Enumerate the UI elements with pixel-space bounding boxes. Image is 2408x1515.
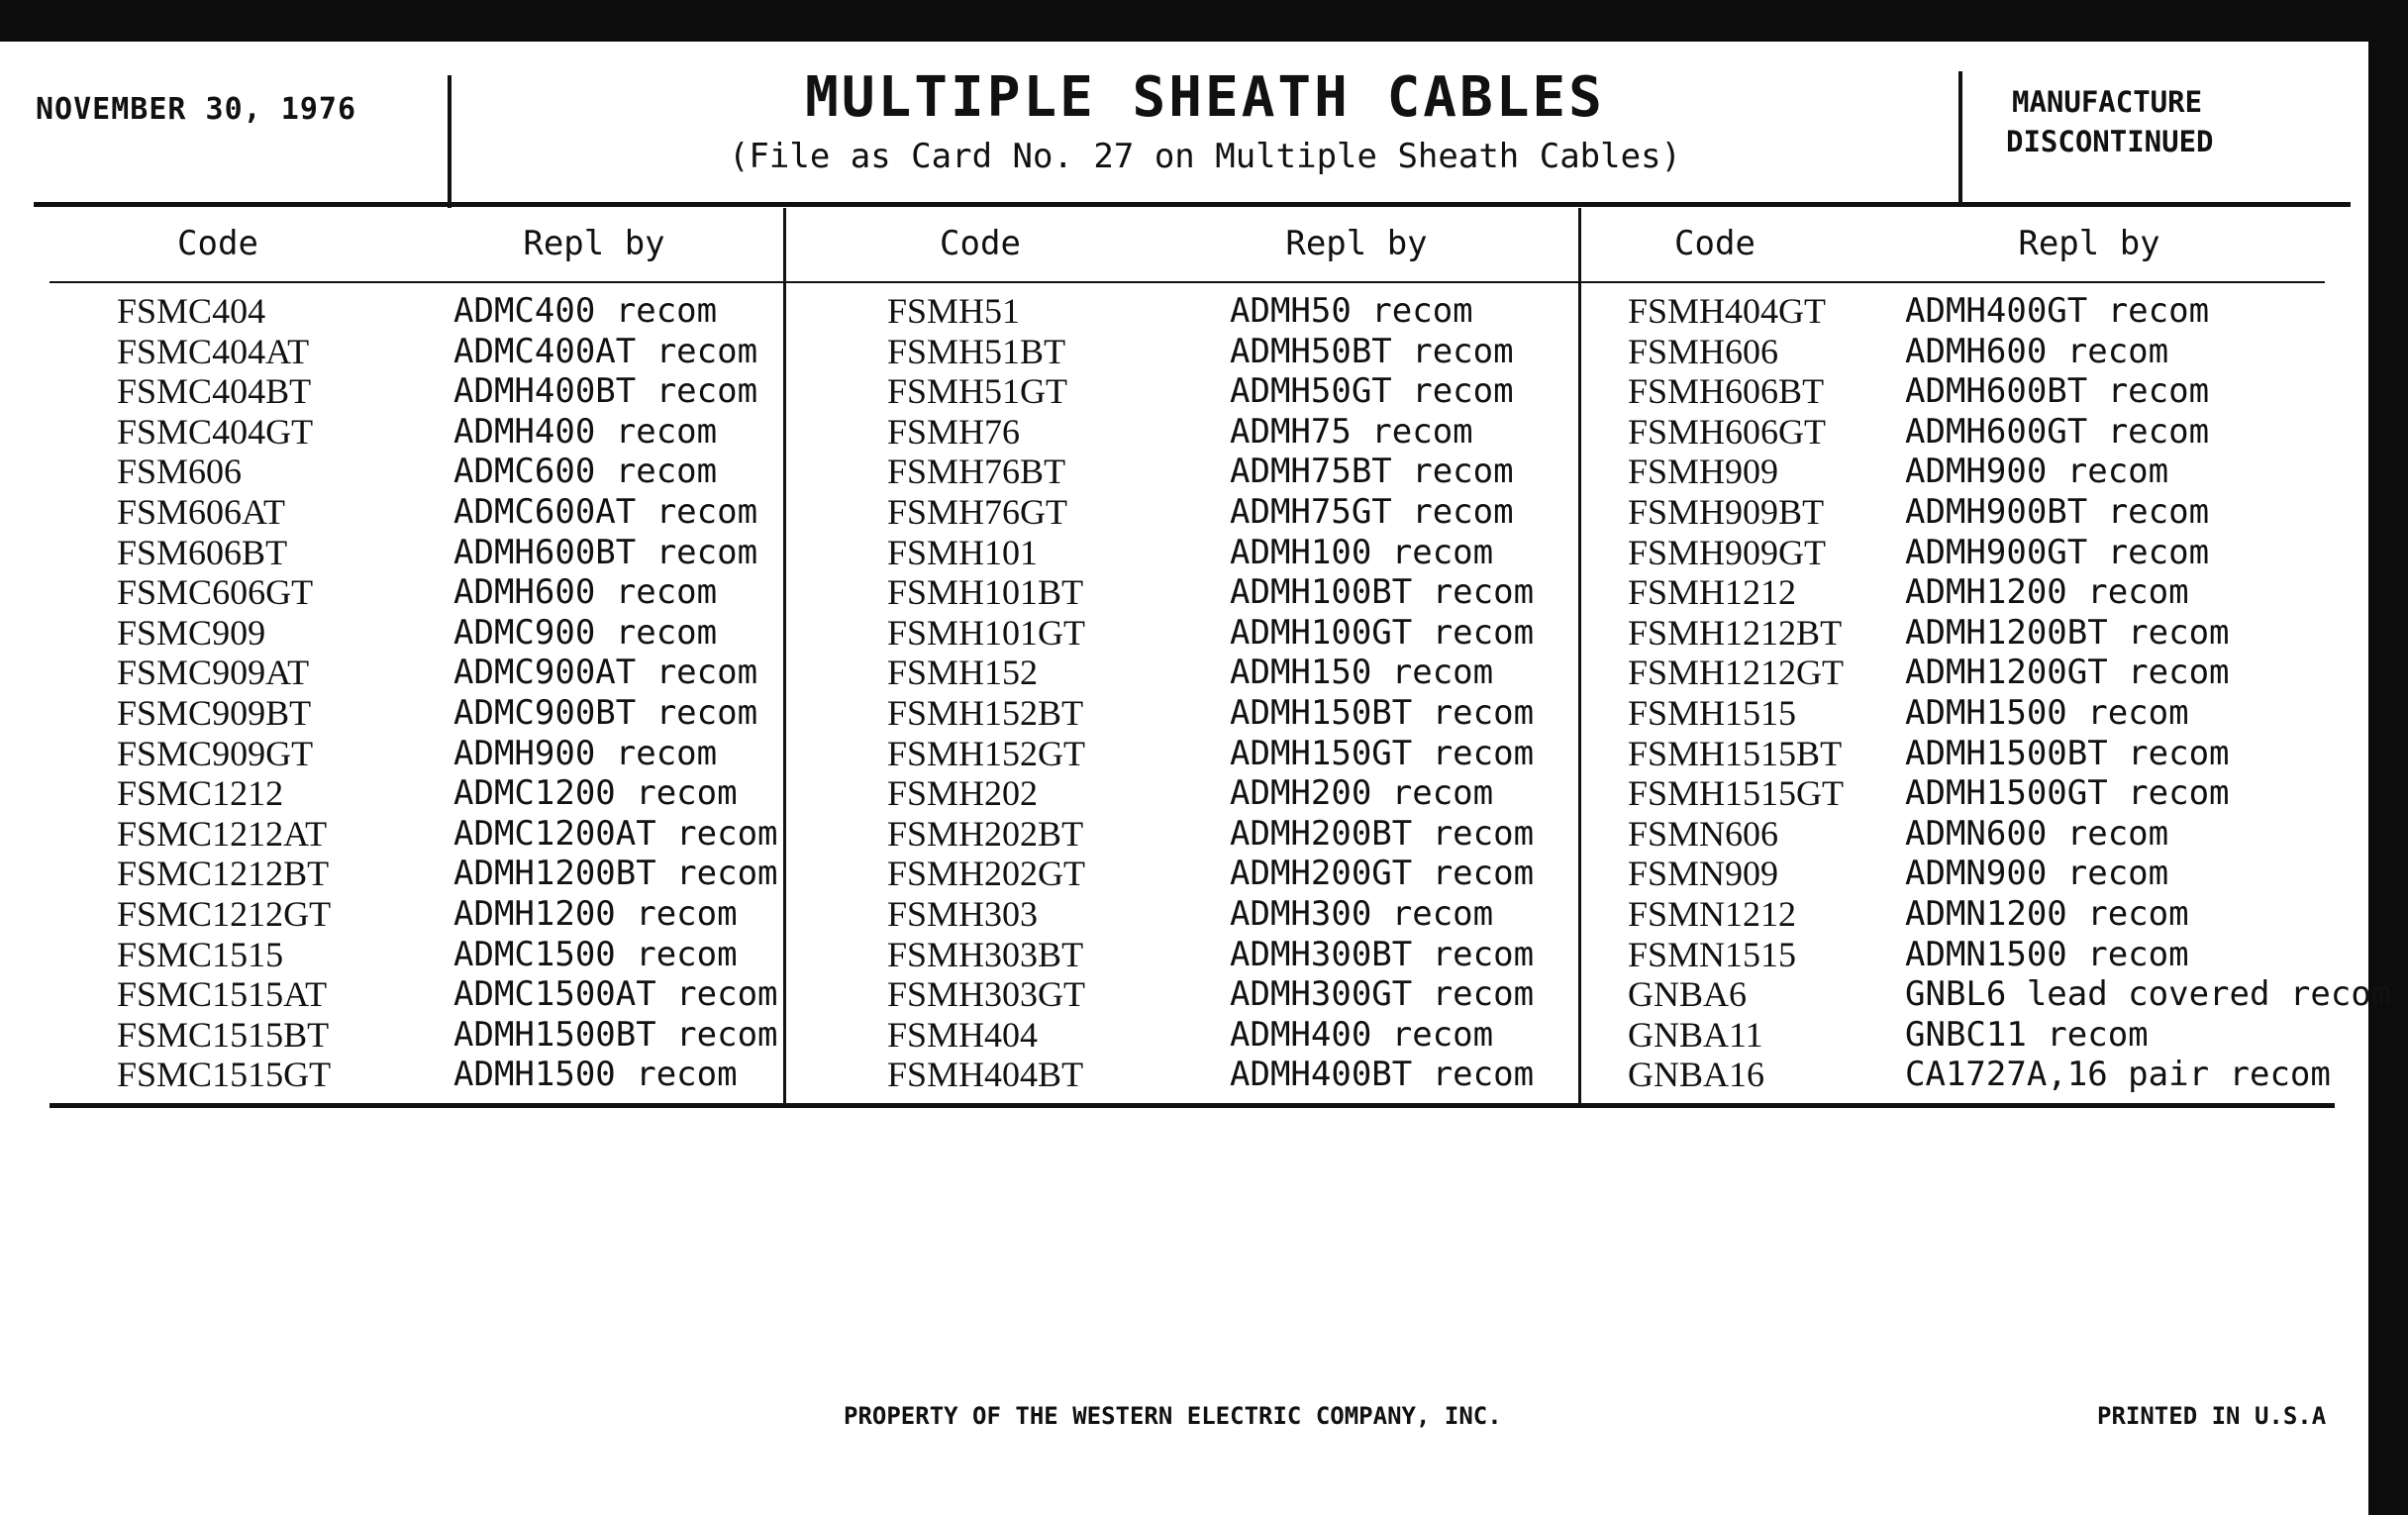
list-item: ADMH400BT recom xyxy=(453,371,758,412)
list-item: FSMC404BT xyxy=(117,371,312,412)
list-item: FSMH909GT xyxy=(1628,532,1827,572)
list-item: FSMC1212GT xyxy=(117,893,332,934)
list-item: FSM606AT xyxy=(117,491,286,532)
card-title: MULTIPLE SHEATH CABLES xyxy=(805,65,1605,130)
list-item: ADMC400 recom xyxy=(453,291,718,331)
list-item: ADMH600GT recom xyxy=(1905,411,2210,452)
list-item: FSMH101BT xyxy=(887,572,1084,613)
list-item: ADMH150GT recom xyxy=(1230,733,1535,773)
repl-column-3 xyxy=(1905,291,2391,1095)
list-item: ADMH400 recom xyxy=(453,411,718,452)
list-item: FSMN1212 xyxy=(1628,893,1797,934)
list-item: ADMN900 recom xyxy=(1905,854,2169,894)
list-item: FSMC909AT xyxy=(117,653,310,693)
list-item: FSMH1212GT xyxy=(1628,653,1845,693)
list-item: ADMH100GT recom xyxy=(1230,612,1535,653)
list-item: ADMH400GT recom xyxy=(1905,291,2210,331)
list-item: ADMH900 recom xyxy=(1905,452,2169,492)
list-item: FSMH909 xyxy=(1628,452,1779,492)
list-item: FSMC1212 xyxy=(117,773,284,814)
section-divider-1 xyxy=(783,208,786,1105)
list-item: FSMC909BT xyxy=(117,692,312,733)
list-item: FSMH1515BT xyxy=(1628,733,1843,773)
list-item: ADMC900BT recom xyxy=(453,692,758,733)
list-item: FSMH303GT xyxy=(887,974,1086,1015)
list-item: ADMH75BT recom xyxy=(1230,452,1514,492)
list-item: ADMH1500GT recom xyxy=(1905,773,2230,814)
card-date: NOVEMBER 30, 1976 xyxy=(36,92,357,127)
list-item: FSMH404GT xyxy=(1628,291,1827,331)
list-item: FSMH1212 xyxy=(1628,572,1797,613)
card-subtitle: (File as Card No. 27 on Multiple Sheath Cables) xyxy=(728,137,1682,176)
code-column-3 xyxy=(1628,291,1844,1095)
list-item: ADMH600BT recom xyxy=(453,532,758,572)
list-item: FSM606 xyxy=(117,452,243,492)
list-item: ADMH75GT recom xyxy=(1230,491,1514,532)
section-divider-2 xyxy=(1578,208,1581,1105)
header-divider-right xyxy=(1958,71,1962,204)
list-item: GNBL6 lead covered recom xyxy=(1905,974,2392,1015)
list-item: FSMH76BT xyxy=(887,452,1066,492)
column-header-rule xyxy=(50,281,2325,283)
list-item: ADMH600 recom xyxy=(1905,331,2169,371)
column-header-code-3: Code xyxy=(1674,224,1756,263)
list-item: ADMC900AT recom xyxy=(453,653,758,693)
list-item: ADMH200BT recom xyxy=(1230,813,1535,854)
footer-printed: PRINTED IN U.S.A xyxy=(2097,1402,2327,1430)
list-item: ADMH150 recom xyxy=(1230,653,1494,693)
list-item: FSMH76 xyxy=(887,411,1021,452)
column-header-repl-1: Repl by xyxy=(523,224,665,263)
list-item: ADMH400BT recom xyxy=(1230,1055,1535,1095)
list-item: FSMH909BT xyxy=(1628,491,1825,532)
list-item: GNBA11 xyxy=(1628,1014,1763,1055)
list-item: FSMH404BT xyxy=(887,1055,1084,1095)
list-item: FSMC1515GT xyxy=(117,1055,332,1095)
list-item: ADMH1500BT recom xyxy=(453,1014,778,1055)
list-item: ADMH900 recom xyxy=(453,733,718,773)
list-item: FSMH152GT xyxy=(887,733,1086,773)
column-header-repl-3: Repl by xyxy=(2018,224,2160,263)
list-item: ADMH150BT recom xyxy=(1230,692,1535,733)
list-item: ADMH900BT recom xyxy=(1905,491,2210,532)
list-item: ADMC900 recom xyxy=(453,612,718,653)
list-item: GNBC11 recom xyxy=(1905,1014,2149,1055)
column-header-code-2: Code xyxy=(940,224,1021,263)
list-item: ADMC1500AT recom xyxy=(453,974,778,1015)
list-item: FSMH606GT xyxy=(1628,411,1827,452)
list-item: ADMH400 recom xyxy=(1230,1014,1494,1055)
repl-column-2 xyxy=(1230,291,1534,1095)
list-item: FSMH152 xyxy=(887,653,1039,693)
list-item: FSMC404 xyxy=(117,291,266,331)
list-item: FSMC1515AT xyxy=(117,974,328,1015)
list-item: ADMH900GT recom xyxy=(1905,532,2210,572)
list-item: ADMN600 recom xyxy=(1905,813,2169,854)
list-item: ADMH50GT recom xyxy=(1230,371,1514,412)
scan-top-border xyxy=(0,0,2408,42)
list-item: ADMH1500BT recom xyxy=(1905,733,2230,773)
list-item: ADMH1200BT recom xyxy=(1905,612,2230,653)
list-item: ADMH600BT recom xyxy=(1905,371,2210,412)
list-item: FSMN1515 xyxy=(1628,934,1797,974)
column-header-code-1: Code xyxy=(177,224,258,263)
list-item: FSMH606 xyxy=(1628,331,1779,371)
list-item: ADMH1200 recom xyxy=(453,893,738,934)
list-item: FSMH51GT xyxy=(887,371,1068,412)
list-item: ADMH100BT recom xyxy=(1230,572,1535,613)
column-header-repl-2: Repl by xyxy=(1285,224,1428,263)
list-item: ADMH75 recom xyxy=(1230,411,1473,452)
list-item: FSMH202GT xyxy=(887,854,1086,894)
list-item: FSMC909GT xyxy=(117,733,314,773)
list-item: FSMH101GT xyxy=(887,612,1086,653)
list-item: FSMH1515GT xyxy=(1628,773,1845,814)
list-item: ADMC600 recom xyxy=(453,452,718,492)
list-item: GNBA6 xyxy=(1628,974,1748,1015)
list-item: ADMH50 recom xyxy=(1230,291,1473,331)
list-item: FSMH202BT xyxy=(887,813,1084,854)
list-item: FSMH606BT xyxy=(1628,371,1825,412)
list-item: FSMH202 xyxy=(887,773,1039,814)
table-bottom-rule xyxy=(50,1103,2335,1108)
list-item: FSMN606 xyxy=(1628,813,1779,854)
list-item: FSMH303 xyxy=(887,893,1039,934)
list-item: ADMN1200 recom xyxy=(1905,893,2189,934)
list-item: FSMC404AT xyxy=(117,331,310,371)
list-item: ADMC600AT recom xyxy=(453,491,758,532)
list-item: FSMH51 xyxy=(887,291,1021,331)
list-item: ADMC1500 recom xyxy=(453,934,738,974)
list-item: ADMH1200BT recom xyxy=(453,854,778,894)
list-item: FSMH51BT xyxy=(887,331,1066,371)
list-item: FSMC1515BT xyxy=(117,1014,330,1055)
status-line-1: MANUFACTURE xyxy=(2012,85,2203,119)
footer-property: PROPERTY OF THE WESTERN ELECTRIC COMPANY, INC. xyxy=(844,1402,1502,1430)
list-item: ADMC1200 recom xyxy=(453,773,738,814)
list-item: ADMH1500 recom xyxy=(453,1055,738,1095)
list-item: FSMC606GT xyxy=(117,572,314,613)
list-item: FSMH404 xyxy=(887,1014,1039,1055)
list-item: ADMH300BT recom xyxy=(1230,934,1535,974)
list-item: FSMC1515 xyxy=(117,934,284,974)
header-rule xyxy=(34,202,2351,207)
list-item: FSMH152BT xyxy=(887,692,1084,733)
list-item: ADMH300 recom xyxy=(1230,893,1494,934)
list-item: ADMH1200 recom xyxy=(1905,572,2189,613)
list-item: ADMH600 recom xyxy=(453,572,718,613)
list-item: FSMH76GT xyxy=(887,491,1068,532)
list-item: FSMH1212BT xyxy=(1628,612,1843,653)
list-item: ADMC400AT recom xyxy=(453,331,758,371)
list-item: ADMH200GT recom xyxy=(1230,854,1535,894)
list-item: FSMH1515 xyxy=(1628,692,1797,733)
list-item: FSM606BT xyxy=(117,532,288,572)
list-item: ADMH300GT recom xyxy=(1230,974,1535,1015)
code-column-2 xyxy=(887,291,1085,1095)
list-item: FSMC909 xyxy=(117,612,266,653)
list-item: ADMH200 recom xyxy=(1230,773,1494,814)
list-item: FSMN909 xyxy=(1628,854,1779,894)
list-item: FSMC1212AT xyxy=(117,813,328,854)
list-item: ADMH1200GT recom xyxy=(1905,653,2230,693)
repl-column-1 xyxy=(453,291,778,1095)
list-item: ADMH50BT recom xyxy=(1230,331,1514,371)
list-item: ADMC1200AT recom xyxy=(453,813,778,854)
list-item: ADMN1500 recom xyxy=(1905,934,2189,974)
list-item: FSMC1212BT xyxy=(117,854,330,894)
list-item: FSMH101 xyxy=(887,532,1039,572)
list-item: GNBA16 xyxy=(1628,1055,1765,1095)
list-item: ADMH1500 recom xyxy=(1905,692,2189,733)
status-line-2: DISCONTINUED xyxy=(2006,125,2214,158)
list-item: FSMC404GT xyxy=(117,411,314,452)
list-item: CA1727A,16 pair recom xyxy=(1905,1055,2331,1095)
code-column-1 xyxy=(117,291,331,1095)
list-item: ADMH100 recom xyxy=(1230,532,1494,572)
list-item: FSMH303BT xyxy=(887,934,1084,974)
